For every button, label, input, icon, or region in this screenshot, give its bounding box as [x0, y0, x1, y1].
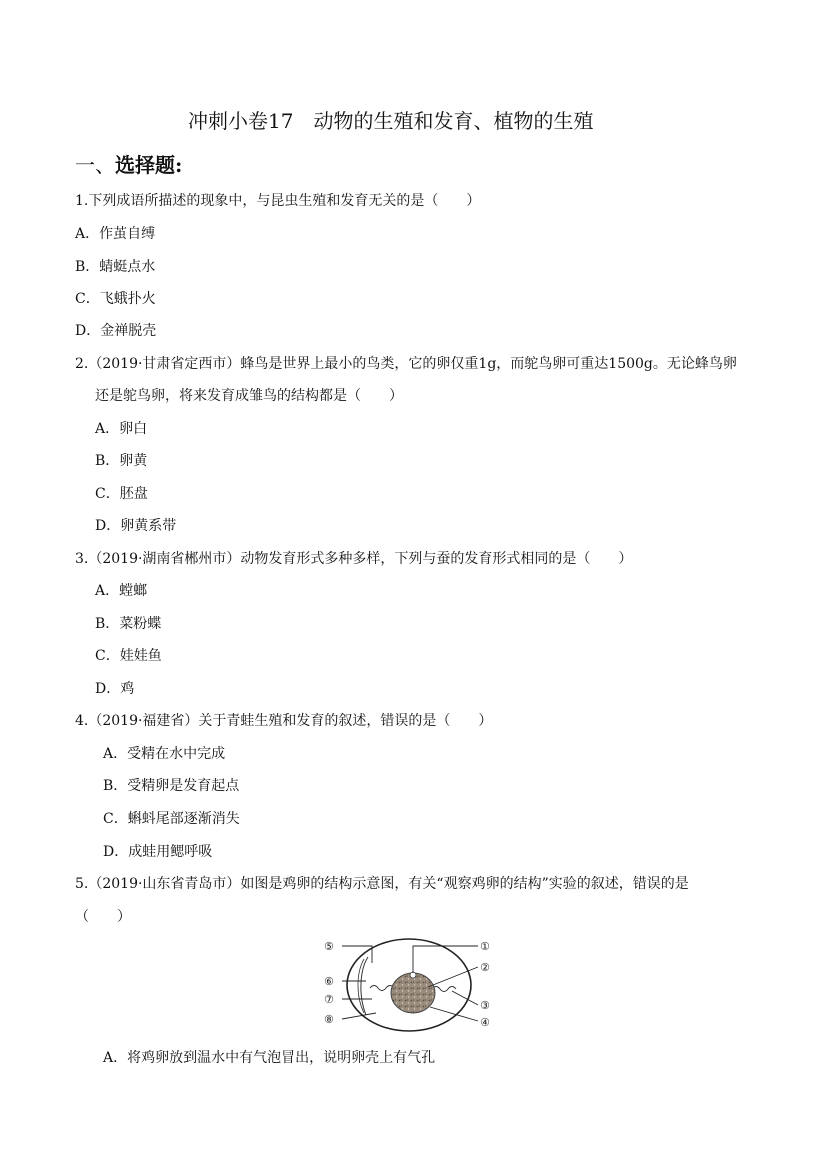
- question-2-option-a: A．卵白: [95, 421, 148, 437]
- egg-structure-diagram: [320, 933, 500, 1033]
- page-title: 冲刺小卷17 动物的生殖和发育、植物的生殖: [188, 109, 594, 133]
- question-4-option-b: B．受精卵是发育起点: [103, 778, 240, 794]
- question-2-option-c: C．胚盘: [95, 486, 148, 502]
- question-2-stem-line-2: 还是鸵鸟卵，将来发育成雏鸟的结构都是（ ）: [95, 388, 403, 404]
- figure-label-7: ⑦: [324, 993, 334, 1006]
- question-3-option-d: D．鸡: [95, 681, 135, 697]
- question-4-stem: 4.（2019·福建省）关于青蛙生殖和发育的叙述，错误的是（ ）: [75, 713, 493, 729]
- figure-label-8: ⑧: [324, 1013, 334, 1026]
- question-5-option-a: A．将鸡卵放到温水中有气泡冒出，说明卵壳上有气孔: [103, 1050, 436, 1066]
- figure-label-6: ⑥: [324, 975, 334, 988]
- section-prefix: 一、: [75, 153, 115, 177]
- section-label: 选择题:: [115, 153, 183, 177]
- question-3-stem: 3.（2019·湖南省郴州市）动物发育形式多种多样，下列与蚕的发育形式相同的是（ ）: [75, 551, 633, 567]
- question-1-option-d: D．金禅脱壳: [75, 323, 157, 339]
- question-4-option-c: C．蝌蚪尾部逐渐消失: [103, 811, 240, 827]
- question-5-stem-line-2: （ ）: [75, 909, 131, 925]
- question-1-option-c: C．飞蛾扑火: [75, 291, 156, 307]
- figure-label-4: ④: [480, 1016, 490, 1029]
- egg-yolk: [391, 973, 435, 1013]
- question-4-option-a: A．受精在水中完成: [103, 746, 226, 762]
- question-1-option-a: A．作茧自缚: [75, 226, 156, 242]
- question-5-stem-line-1: 5.（2019·山东省青岛市）如图是鸡卵的结构示意图，有关“观察鸡卵的结构”实验的叙述，错误的是: [75, 876, 689, 892]
- question-3-option-c: C．娃娃鱼: [95, 648, 162, 664]
- question-1-stem: 1.下列成语所描述的现象中，与昆虫生殖和发育无关的是（ ）: [75, 193, 481, 209]
- egg-diagram-svg: [320, 933, 500, 1033]
- figure-label-5: ⑤: [324, 940, 334, 953]
- question-2-option-d: D．卵黄系带: [95, 518, 177, 534]
- section-heading: [75, 152, 182, 178]
- question-3-option-a: A．螳螂: [95, 583, 148, 599]
- question-2-option-b: B．卵黄: [95, 453, 148, 469]
- question-2-stem-line-1: 2.（2019·甘肃省定西市）蜂鸟是世界上最小的鸟类，它的卵仅重1g，而鸵鸟卵可重达1500g。无论蜂鸟卵: [75, 356, 737, 372]
- figure-label-2: ②: [480, 961, 490, 974]
- figure-label-3: ③: [480, 999, 490, 1012]
- question-1-option-b: B．蜻蜓点水: [75, 259, 156, 275]
- question-3-option-b: B．菜粉蝶: [95, 616, 162, 632]
- figure-label-1: ①: [480, 940, 490, 953]
- question-4-option-d: D．成蛙用鳃呼吸: [103, 844, 213, 860]
